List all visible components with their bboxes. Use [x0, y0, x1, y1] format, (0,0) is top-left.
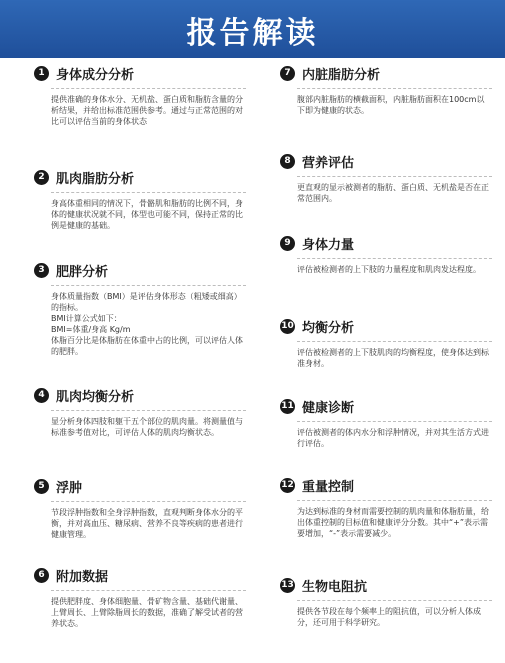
- section-title: 肌肉均衡分析: [56, 389, 135, 405]
- section-bioimpedance: [280, 576, 495, 628]
- divider: [297, 258, 492, 259]
- section-balance: [280, 317, 495, 369]
- divider: [51, 192, 246, 193]
- divider: [297, 421, 492, 422]
- number-badge: 10: [280, 319, 295, 334]
- section-visceral-fat: [280, 64, 495, 116]
- section-body: 评估被测者的体内水分和浮肿情况，并对其生活方式进行评估。: [297, 428, 489, 448]
- section-body: 提供准确的身体水分、无机盐、蛋白质和脂肪含量的分析结果，并给出标准范围供参考。通过与正常范围的对比可以评估当前的身体状态: [51, 95, 243, 126]
- divider: [51, 285, 246, 286]
- header-banner: [0, 0, 505, 58]
- divider: [297, 88, 492, 89]
- section-additional-data: [34, 566, 249, 629]
- page-title: 报告解读: [186, 16, 319, 51]
- divider: [51, 590, 246, 591]
- section-body-strength: [280, 234, 495, 275]
- section-body: 腹部内脏脂肪的横截面积，内脏脂肪面积在100cm以下即为健康的状态。: [297, 95, 485, 115]
- divider: [297, 176, 492, 177]
- section-muscle-fat: [34, 168, 249, 231]
- section-weight-control: [280, 476, 495, 539]
- number-badge: 4: [34, 388, 49, 403]
- section-title: 肥胖分析: [56, 264, 109, 280]
- number-badge: 6: [34, 568, 49, 583]
- divider: [297, 341, 492, 342]
- section-body: 评估被检测者的上下肢的力量程度和肌肉发达程度。: [297, 265, 481, 274]
- number-badge: 12: [280, 478, 295, 493]
- divider: [51, 88, 246, 89]
- number-badge: 5: [34, 479, 49, 494]
- divider: [51, 501, 246, 502]
- section-body: 身高体重相同的情况下，骨骼肌和脂肪的比例不同，身体的健康状况就不同，体型也可能不同，保持正常的比例是健康的基础。: [51, 199, 243, 230]
- section-body: 节段浮肿指数和全身浮肿指数，直观判断身体水分的平衡，并对高血压、糖尿病、营养不良等疾病的患者进行健康管理。: [51, 508, 243, 539]
- section-obesity: [34, 261, 249, 357]
- section-nutrition: [280, 152, 495, 204]
- section-body: 提供各节段在每个频率上的阻抗值，可以分析人体成分，还可用于科学研究。: [297, 607, 481, 627]
- number-badge: 7: [280, 66, 295, 81]
- section-title: 浮肿: [56, 480, 83, 496]
- number-badge: 1: [34, 66, 49, 81]
- section-body-composition: [34, 64, 249, 127]
- section-body: 身体质量指数（BMI）是评估身体形态（粗矮或细高）的指标。 BMI计算公式如下： BMI=体重/身高 Kg/m 体脂百分比是体脂肪在体重中占的比例，可以评估人体的肥胖。: [51, 292, 243, 356]
- section-title: 均衡分析: [302, 320, 355, 336]
- section-muscle-balance: [34, 386, 249, 438]
- number-badge: 8: [280, 154, 295, 169]
- section-title: 附加数据: [56, 569, 109, 585]
- number-badge: 13: [280, 578, 295, 593]
- section-edema: [34, 477, 249, 540]
- section-body: 显分析身体四肢和躯干五个部位的肌肉量。将测量值与标准参考值对比，可评估人体的肌肉均衡状态。: [51, 417, 243, 437]
- section-body: 更直观的显示被测者的脂肪、蛋白质、无机盐是否在正常范围内。: [297, 183, 489, 203]
- number-badge: 3: [34, 263, 49, 278]
- divider: [297, 600, 492, 601]
- section-title: 生物电阻抗: [302, 579, 368, 595]
- section-body: 为达到标准的身材而需要控制的肌肉量和体脂肪量，给出体重控制的目标值和健康评分分数。其中“+”表示需要增加，“-”表示需要减少。: [297, 507, 489, 538]
- section-title: 肌肉脂肪分析: [56, 171, 135, 187]
- section-health-diagnosis: [280, 397, 495, 449]
- number-badge: 9: [280, 236, 295, 251]
- section-title: 健康诊断: [302, 400, 355, 416]
- section-title: 营养评估: [302, 155, 355, 171]
- section-title: 重量控制: [302, 479, 355, 495]
- section-body: 提供肥胖度、身体细胞量、骨矿物含量、基础代谢量、上臂周长、上臂除脂周长的数据，准确了解受试者的营养状态。: [51, 597, 243, 628]
- divider: [51, 410, 246, 411]
- number-badge: 2: [34, 170, 49, 185]
- section-body: 评估被检测者的上下肢肌肉的均衡程度，使身体达到标准身材。: [297, 348, 489, 368]
- number-badge: 11: [280, 399, 295, 414]
- section-title: 身体成分分析: [56, 67, 135, 83]
- section-title: 身体力量: [302, 237, 355, 253]
- section-title: 内脏脂肪分析: [302, 67, 381, 83]
- divider: [297, 500, 492, 501]
